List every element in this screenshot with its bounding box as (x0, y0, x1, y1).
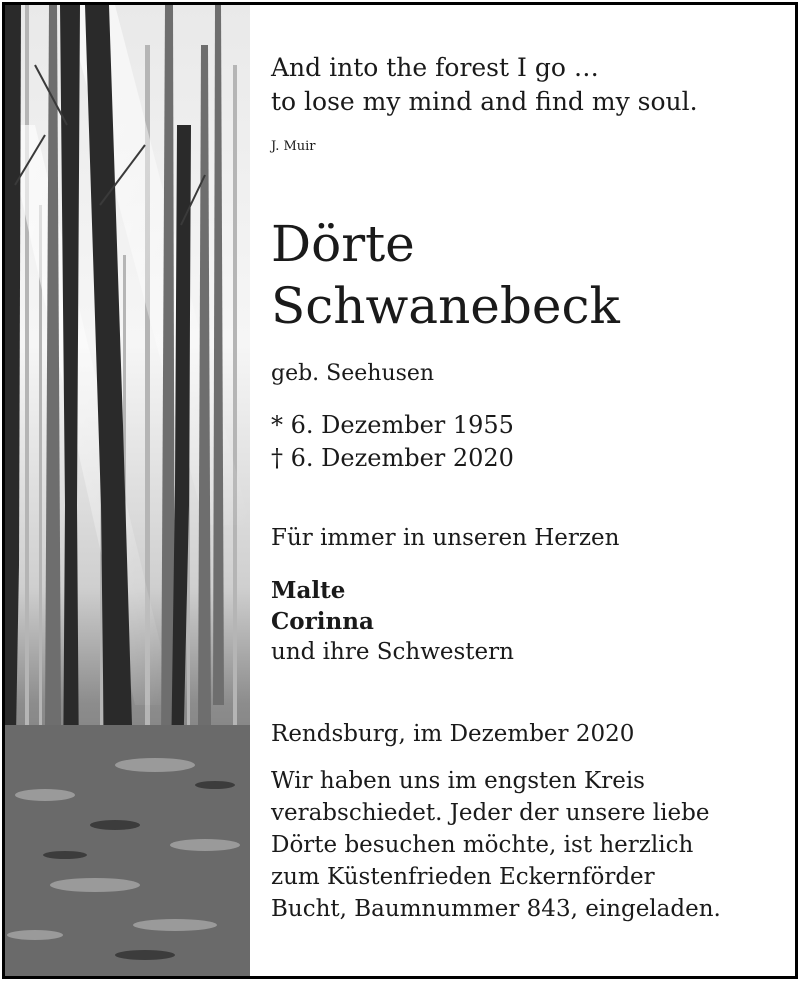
life-dates (271, 409, 514, 475)
maiden-name: geb. Seehusen (271, 361, 435, 386)
place-date: Rendsburg, im Dezember 2020 (271, 721, 635, 747)
forest-photo (5, 5, 250, 976)
first-name: Dörte (271, 215, 415, 273)
quote-line-1: And into the forest I go … (271, 53, 599, 82)
note-line: Dörte besuchen möchte, ist herzlich (271, 832, 694, 858)
mourner-name: Malte (271, 577, 346, 604)
mourners (271, 575, 514, 668)
mourners-others: und ihre Schwestern (271, 639, 514, 665)
quote-author: J. Muir (271, 139, 316, 154)
deceased-name (271, 213, 620, 337)
note-line: Wir haben uns im engsten Kreis (271, 768, 645, 794)
quote-line-2: to lose my mind and find my soul. (271, 87, 698, 116)
last-name: Schwanebeck (271, 277, 620, 335)
quote (271, 51, 698, 119)
death-date: † 6. Dezember 2020 (271, 444, 514, 472)
obituary-card (2, 2, 798, 979)
note-line: verabschiedet. Jeder der unsere liebe (271, 800, 710, 826)
birth-date: * 6. Dezember 1955 (271, 411, 514, 439)
note-line: Bucht, Baumnummer 843, eingeladen. (271, 896, 721, 922)
note-line: zum Küstenfrieden Eckernförder (271, 864, 655, 890)
mourner-name: Corinna (271, 608, 374, 635)
forest-illustration (5, 5, 250, 976)
dedication: Für immer in unseren Herzen (271, 525, 620, 551)
farewell-note (271, 765, 771, 925)
